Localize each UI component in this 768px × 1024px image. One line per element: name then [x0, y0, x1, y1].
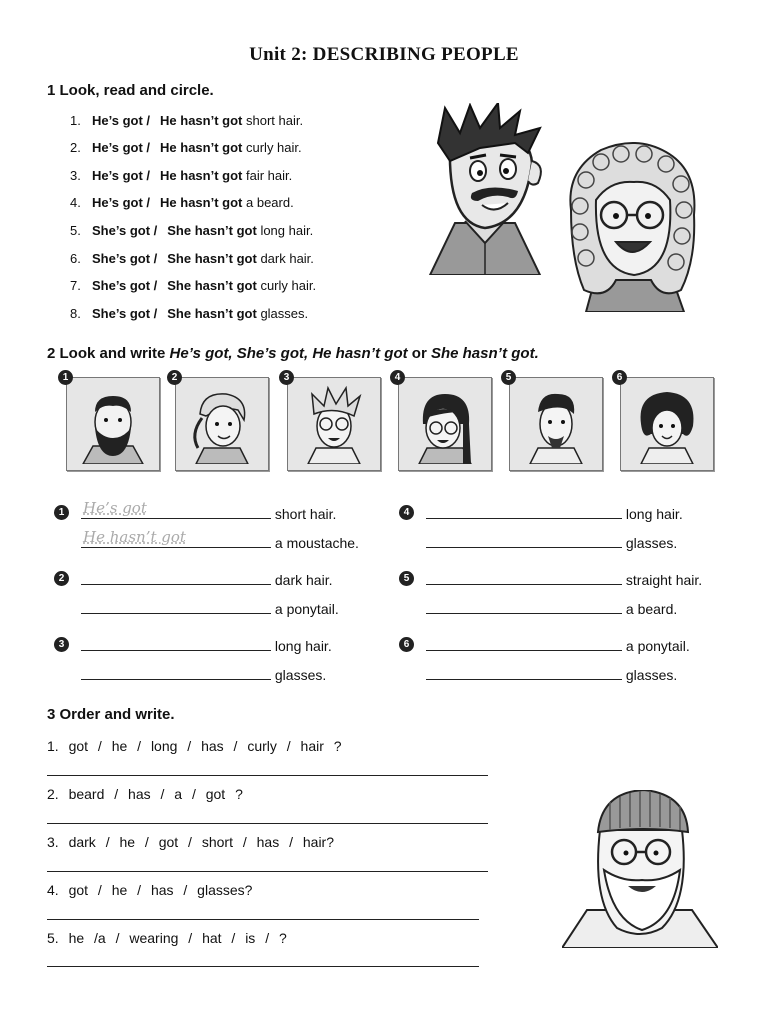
section1-item [70, 223, 313, 238]
option-negative[interactable]: He hasn’t got [160, 168, 243, 183]
order-question: 2. beard / has / a / got ? [47, 786, 243, 802]
exercise-line [81, 636, 332, 654]
answer-blank[interactable] [426, 665, 622, 680]
answer-line[interactable] [47, 966, 479, 967]
item-number: 7. [70, 278, 81, 293]
item-number: 4. [70, 195, 81, 210]
option-negative[interactable]: He hasn’t got [160, 113, 243, 128]
exercise-line [426, 570, 702, 588]
answer-blank[interactable] [81, 570, 271, 585]
item-number: 6. [70, 251, 81, 266]
face-illustration [405, 384, 485, 464]
picture-number-badge: 4 [390, 370, 405, 385]
picture-number-badge: 1 [58, 370, 73, 385]
item-rest: short hair. [246, 113, 304, 128]
face-illustration [516, 384, 596, 464]
item-number: 3. [70, 168, 81, 183]
exercise-number-badge: 3 [54, 637, 69, 652]
exercise-text: glasses. [274, 667, 327, 683]
exercise-text: a ponytail. [625, 638, 690, 654]
option-positive[interactable]: He’s got / [92, 140, 151, 155]
item-number: 8. [70, 306, 81, 321]
exercise-text: long hair. [625, 506, 683, 522]
exercise-text: a ponytail. [274, 601, 339, 617]
exercise-number-badge: 6 [399, 637, 414, 652]
bearded-man-hat-illustration [562, 790, 718, 948]
picture-panel-5 [509, 377, 603, 471]
item-rest: long hair. [260, 223, 314, 238]
face-illustration [294, 384, 374, 464]
picture-number-badge: 2 [167, 370, 182, 385]
exercise-text: glasses. [625, 535, 678, 551]
section3-heading: 3 Order and write. [47, 706, 175, 723]
answer-line[interactable] [47, 919, 479, 920]
order-question: 4. got / he / has / glasses? [47, 882, 253, 898]
answer-blank[interactable] [81, 599, 271, 614]
option-positive[interactable]: She’s got / [92, 278, 158, 293]
item-rest: fair hair. [246, 168, 293, 183]
item-number: 2. [70, 140, 81, 155]
face-illustration [73, 384, 153, 464]
man-moustache-illustration [420, 103, 550, 275]
answer-line[interactable] [47, 823, 488, 824]
option-positive[interactable]: He’s got / [92, 113, 151, 128]
option-negative[interactable]: He hasn’t got [160, 195, 243, 210]
item-number: 1. [70, 113, 81, 128]
example-answer: He hasn’t got [83, 528, 186, 546]
exercise-line [426, 533, 677, 551]
order-question: 3. dark / he / got / short / has / hair? [47, 834, 335, 850]
answer-blank[interactable] [81, 528, 271, 548]
answer-line[interactable] [47, 871, 488, 872]
exercise-line [81, 665, 326, 683]
woman-curly-hair-illustration [566, 140, 702, 312]
exercise-line [81, 499, 337, 522]
picture-panel-4 [398, 377, 492, 471]
item-rest: glasses. [260, 306, 309, 321]
order-question: 1. got / he / long / has / curly / hair ? [47, 738, 342, 754]
option-positive[interactable]: She’s got / [92, 306, 158, 321]
picture-panel-1 [66, 377, 160, 471]
section1-item [70, 306, 308, 321]
option-positive[interactable]: She’s got / [92, 223, 158, 238]
item-number: 5. [70, 223, 81, 238]
picture-panel-6 [620, 377, 714, 471]
exercise-line [81, 570, 332, 588]
section1-item [70, 195, 294, 210]
option-negative[interactable]: He hasn’t got [160, 140, 243, 155]
option-positive[interactable]: He’s got / [92, 195, 151, 210]
section1-item [70, 251, 314, 266]
exercise-text: a beard. [625, 601, 678, 617]
exercise-text: long hair. [274, 638, 332, 654]
option-negative[interactable]: She hasn’t got [167, 306, 257, 321]
exercise-number-badge: 2 [54, 571, 69, 586]
picture-panel-3 [287, 377, 381, 471]
option-negative[interactable]: She hasn’t got [167, 278, 257, 293]
exercise-line [426, 636, 690, 654]
answer-blank[interactable] [426, 504, 622, 519]
section1-item [70, 278, 316, 293]
item-rest: curly hair. [260, 278, 317, 293]
answer-blank[interactable] [426, 636, 622, 651]
section1-item [70, 140, 302, 155]
exercise-line [426, 599, 677, 617]
exercise-text: straight hair. [625, 572, 703, 588]
section1-item [70, 113, 303, 128]
order-question: 5. he /a / wearing / hat / is / ? [47, 930, 287, 946]
option-negative[interactable]: She hasn’t got [167, 223, 257, 238]
option-positive[interactable]: She’s got / [92, 251, 158, 266]
exercise-line [81, 599, 339, 617]
item-rest: dark hair. [260, 251, 314, 266]
page-title: Unit 2: DESCRIBING PEOPLE [249, 44, 519, 65]
answer-blank[interactable] [426, 599, 622, 614]
exercise-line [426, 665, 677, 683]
option-positive[interactable]: He’s got / [92, 168, 151, 183]
face-illustration [627, 384, 707, 464]
exercise-number-badge: 4 [399, 505, 414, 520]
picture-number-badge: 5 [501, 370, 516, 385]
exercise-number-badge: 1 [54, 505, 69, 520]
answer-blank[interactable] [426, 533, 622, 548]
answer-line[interactable] [47, 775, 488, 776]
item-rest: a beard. [246, 195, 294, 210]
face-illustration [182, 384, 262, 464]
picture-number-badge: 3 [279, 370, 294, 385]
option-negative[interactable]: She hasn’t got [167, 251, 257, 266]
exercise-number-badge: 5 [399, 571, 414, 586]
answer-blank[interactable] [426, 570, 622, 585]
section2-heading: 2 Look and write He’s got, She’s got, He hasn’t got or She hasn’t got. [47, 345, 539, 362]
picture-number-badge: 6 [612, 370, 627, 385]
exercise-line [426, 504, 683, 522]
answer-blank[interactable] [81, 636, 271, 651]
exercise-text: glasses. [625, 667, 678, 683]
section1-heading: 1 Look, read and circle. [47, 82, 214, 99]
item-rest: curly hair. [246, 140, 302, 155]
answer-blank[interactable] [81, 499, 271, 519]
exercise-text: dark hair. [274, 572, 333, 588]
answer-blank[interactable] [81, 665, 271, 680]
section1-item [70, 168, 292, 183]
exercise-text: short hair. [274, 506, 337, 522]
picture-panel-2 [175, 377, 269, 471]
example-answer: He’s got [83, 499, 147, 517]
exercise-line [81, 528, 359, 551]
exercise-text: a moustache. [274, 535, 359, 551]
